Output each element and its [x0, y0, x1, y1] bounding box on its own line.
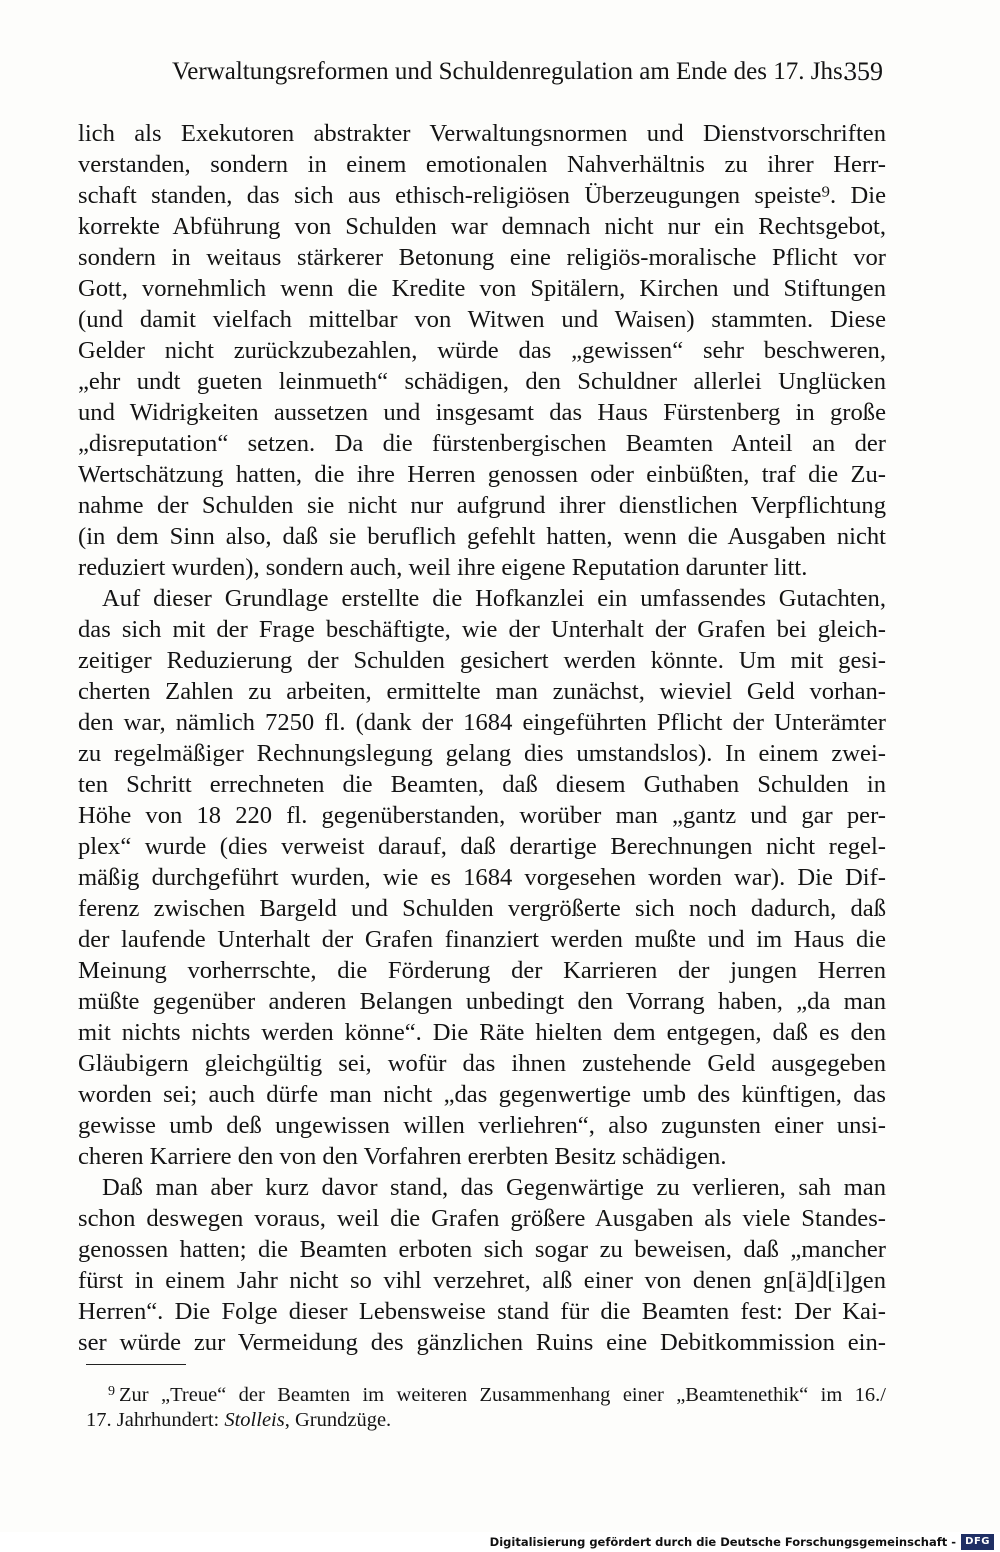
footnote-line	[86, 1378, 886, 1406]
text-line: ten Schritt errechneten die Beamten, daß diesem Guthaben Schulden in	[78, 771, 886, 798]
text-line: reduziert wurden), sondern auch, weil ihre eigene Reputation darunter litt.	[78, 554, 808, 581]
text-line: verstanden, sondern in einem emotionalen Nahverhältnis zu ihrer Herr-	[78, 151, 886, 178]
footnote-author: Stolleis	[224, 1409, 285, 1431]
text-line: (und damit vielfach mittelbar von Witwen und Waisen) stammten. Diese	[78, 306, 886, 333]
text-line: zeitiger Reduzierung der Schulden gesichert werden könnte. Um mit gesi-	[78, 647, 886, 674]
text-line: lich als Exekutoren abstrakter Verwaltungsnormen und Dienstvorschriften	[78, 120, 886, 147]
text-line: Gott, vornehmlich wenn die Kredite von Spitälern, Kirchen und Stiftungen	[78, 275, 886, 302]
text-line: und Widrigkeiten aussetzen und insgesamt das Haus Fürstenberg in große	[78, 399, 886, 426]
text-line: nahme der Schulden sie nicht nur aufgrund ihrer dienstlichen Verpflichtung	[78, 492, 886, 519]
text-line: zu regelmäßiger Rechnungslegung gelang dies umstandslos). In einem zwei-	[78, 740, 886, 767]
text-line: müßte gegenüber anderen Belangen unbedingt den Vorrang haben, „da man	[78, 988, 886, 1015]
text-line: cherten Zahlen zu arbeiten, ermittelte man zunächst, wieviel Geld vorhan-	[78, 678, 886, 705]
text-line: cheren Karriere den von den Vorfahren ererbten Besitz schädigen.	[78, 1143, 727, 1170]
text-line: Auf dieser Grundlage erstellte die Hofkanzlei ein umfassendes Gutachten,	[102, 585, 886, 612]
text-line: schaft standen, das sich aus ethisch-religiösen Überzeugungen speiste⁹. Die	[78, 182, 886, 209]
text-line: Wertschätzung hatten, die ihre Herren genossen oder einbüßten, traf die Zu-	[78, 461, 886, 488]
digitization-credit-bar	[0, 1532, 1000, 1552]
footnote-text: 17. Jahrhundert:	[86, 1409, 225, 1431]
text-line: genossen hatten; die Beamten erboten sich sogar zu beweisen, daß „mancher	[78, 1236, 886, 1263]
footnote-marker: 9	[108, 1384, 115, 1399]
footnote-line	[86, 1406, 886, 1434]
footnote-text: Zur „Treue“ der Beamten im weiteren Zusammenhang einer „Beamtenethik“ im 16./	[119, 1384, 886, 1406]
text-line: Meinung vorherrschte, die Förderung der Karrieren der jungen Herren	[78, 957, 886, 984]
text-line: sondern in weitaus stärkerer Betonung eine religiös-moralische Pflicht vor	[78, 244, 886, 271]
running-head	[172, 55, 883, 89]
text-line: mit nichts nichts werden könne“. Die Räte hielten dem entgegen, daß es den	[78, 1019, 886, 1046]
body-text	[78, 118, 886, 1358]
dfg-logo-icon: DFG	[961, 1534, 994, 1550]
text-line: Gelder nicht zurückzubezahlen, würde das „gewissen“ sehr beschweren,	[78, 337, 886, 364]
text-line: mäßig durchgeführt wurden, wie es 1684 vorgesehen worden war). Die Dif-	[78, 864, 886, 891]
footnote-divider	[86, 1364, 186, 1365]
page-number: 359	[844, 57, 883, 86]
text-line: Daß man aber kurz davor stand, das Gegenwärtige zu verlieren, sah man	[102, 1174, 886, 1201]
text-line: den war, nämlich 7250 fl. (dank der 1684 eingeführten Pflicht der Unterämter	[78, 709, 886, 736]
text-line: „ehr undt gueten leinmueth“ schädigen, den Schuldner allerlei Unglücken	[78, 368, 886, 395]
text-line: der laufende Unterhalt der Grafen finanziert werden mußte und im Haus die	[78, 926, 886, 953]
text-line: gewisse umb deß ungewissen willen verliehren“, also zugunsten einer unsi-	[78, 1112, 886, 1139]
text-line: worden sei; auch dürfe man nicht „das gegenwertige umb des künftigen, das	[78, 1081, 886, 1108]
text-line: plex“ wurde (dies verweist darauf, daß derartige Berechnungen nicht regel-	[78, 833, 886, 860]
running-head-title: Verwaltungsreformen und Schuldenregulation am Ende des 17. Jhs.	[172, 58, 849, 85]
text-line: schon deswegen voraus, weil die Grafen größere Ausgaben als viele Standes-	[78, 1205, 886, 1232]
text-line: Gläubigern gleichgültig sei, wofür das ihnen zustehende Geld ausgegeben	[78, 1050, 886, 1077]
text-line: (in dem Sinn also, daß sie beruflich gefehlt hatten, wenn die Ausgaben nicht	[78, 523, 886, 550]
text-line: „disreputation“ setzen. Da die fürstenbergischen Beamten Anteil an der	[78, 430, 886, 457]
text-line: fürst in einem Jahr nicht so vihl verzehret, alß einer von denen gn[ä]d[i]gen	[78, 1267, 886, 1294]
text-line: ferenz zwischen Bargeld und Schulden vergrößerte sich noch dadurch, daß	[78, 895, 886, 922]
digitization-credit: Digitalisierung gefördert durch die Deutsche Forschungsgemeinschaft -	[489, 1535, 956, 1549]
text-line: korrekte Abführung von Schulden war demnach nicht nur ein Rechtsgebot,	[78, 213, 886, 240]
footnote	[86, 1378, 886, 1434]
text-line: ser würde zur Vermeidung des gänzlichen Ruins eine Debitkommission ein-	[78, 1329, 886, 1356]
text-line: das sich mit der Frage beschäftigte, wie der Unterhalt der Grafen bei gleich-	[78, 616, 886, 643]
footnote-text: , Grundzüge.	[284, 1409, 392, 1431]
text-line: Herren“. Die Folge dieser Lebensweise stand für die Beamten fest: Der Kai-	[78, 1298, 886, 1325]
text-line: Höhe von 18 220 fl. gegenüberstanden, worüber man „gantz und gar per-	[78, 802, 886, 829]
